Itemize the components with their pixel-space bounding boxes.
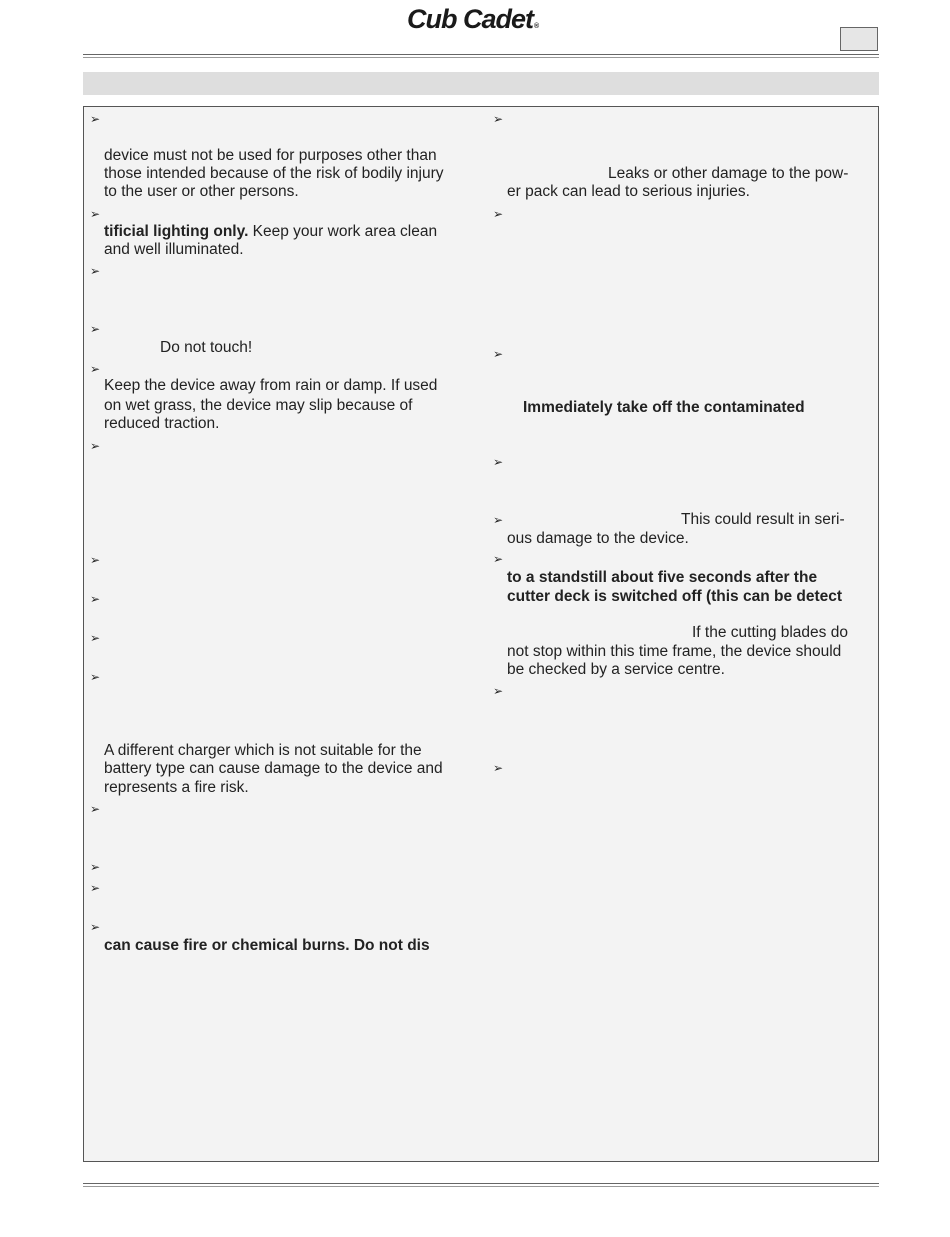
bullet-icon: ➢ — [90, 920, 101, 934]
right-text-line: er pack can lead to serious injuries. — [507, 183, 750, 200]
logo-registered-mark: ® — [534, 23, 539, 30]
bullet-icon: ➢ — [90, 207, 101, 221]
header-rule — [83, 54, 879, 55]
right-text-line: ous damage to the device. — [507, 530, 689, 547]
bullet-icon: ➢ — [493, 347, 504, 361]
bullet-icon: ➢ — [493, 513, 504, 527]
right-text-line: cutter deck is switched off (this can be detect — [507, 588, 843, 605]
bullet-icon: ➢ — [90, 631, 101, 645]
bullet-icon: ➢ — [493, 207, 504, 221]
left-text-line: Do not touch! — [160, 339, 253, 356]
right-text-line: This could result in seri- — [681, 511, 845, 528]
bullet-icon: ➢ — [90, 439, 101, 453]
text-run: Keep your work area clean — [248, 223, 438, 240]
bullet-icon: ➢ — [90, 112, 101, 126]
bullet-icon: ➢ — [90, 860, 101, 874]
bullet-icon: ➢ — [90, 362, 101, 376]
left-text-line: to the user or other persons. — [104, 183, 299, 200]
right-text-line: Immediately take off the contaminated — [523, 399, 805, 416]
bullet-icon: ➢ — [493, 761, 504, 775]
bullet-icon: ➢ — [90, 802, 101, 816]
left-text-line: reduced traction. — [104, 415, 220, 432]
left-text-line: A different charger which is not suitable for the — [104, 742, 422, 759]
left-text-line: represents a fire risk. — [104, 779, 249, 796]
left-text-line: battery type can cause damage to the device and — [104, 760, 443, 777]
bullet-icon: ➢ — [493, 455, 504, 469]
left-text-line: device must not be used for purposes other than — [104, 147, 437, 164]
bullet-icon: ➢ — [90, 322, 101, 336]
bullet-icon: ➢ — [90, 881, 101, 895]
left-text-line: Keep the device away from rain or damp. If used — [104, 377, 438, 394]
bullet-icon: ➢ — [493, 112, 504, 126]
right-text-line: to a standstill about five seconds after the — [507, 569, 818, 586]
left-text-line: those intended because of the risk of bodily injury — [104, 165, 444, 182]
bullet-icon: ➢ — [90, 553, 101, 567]
page-number-box — [840, 27, 878, 51]
right-text-line: be checked by a service centre. — [507, 661, 725, 678]
left-text-line: can cause fire or chemical burns. Do not dis — [104, 937, 430, 954]
bullet-icon: ➢ — [90, 592, 101, 606]
right-text-line: Leaks or other damage to the pow- — [608, 165, 849, 182]
footer-rule-secondary — [83, 1186, 879, 1187]
left-text-line: and well illuminated. — [104, 241, 244, 258]
footer-rule — [83, 1183, 879, 1184]
bullet-icon: ➢ — [90, 264, 101, 278]
left-text-line: on wet grass, the device may slip because of — [104, 397, 413, 414]
brand-logo — [407, 4, 577, 34]
right-text-line: not stop within this time frame, the device should — [507, 643, 842, 660]
logo-text: Cub Cadet — [407, 4, 533, 34]
bold-phrase: tificial lighting only. — [104, 223, 249, 240]
right-text-line: If the cutting blades do — [692, 624, 848, 641]
bullet-icon: ➢ — [90, 670, 101, 684]
bullet-icon: ➢ — [493, 552, 504, 566]
header-rule-secondary — [83, 57, 879, 58]
left-text-line — [104, 223, 437, 242]
section-title-bar — [83, 72, 879, 95]
bullet-icon: ➢ — [493, 684, 504, 698]
